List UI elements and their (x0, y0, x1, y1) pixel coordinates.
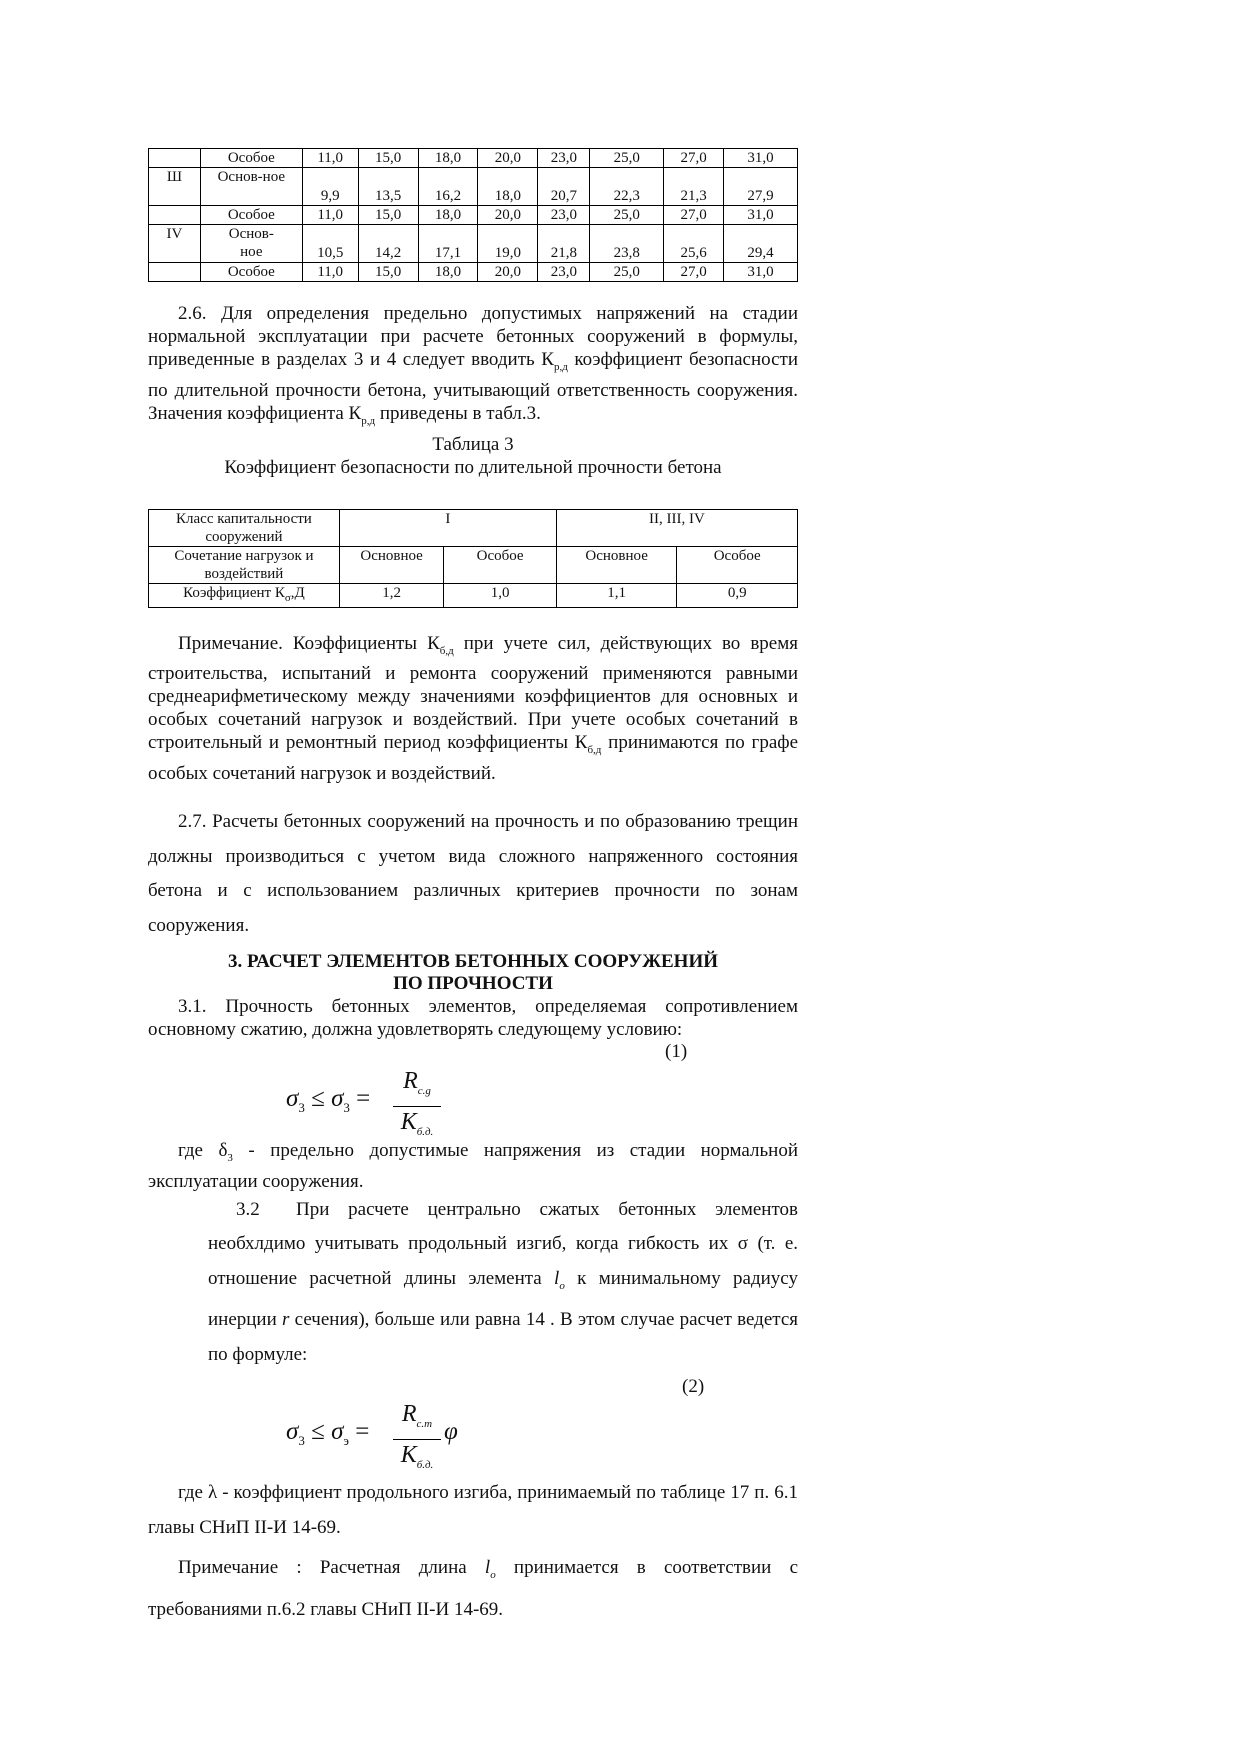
symbol: ≤ (304, 1085, 332, 1113)
document-page (148, 148, 798, 1627)
table-cell: 18,0 (418, 263, 478, 282)
text: Примечание : Расчетная длина (178, 1557, 485, 1579)
symbol-phi: φ (444, 1418, 458, 1446)
symbol: σ (286, 1085, 299, 1113)
table-cell: 0,9 (677, 583, 798, 607)
symbol: R (401, 1401, 417, 1428)
table-cell: 27,0 (664, 206, 724, 225)
subscript: 3 (298, 1100, 305, 1116)
symbol: r (282, 1309, 290, 1331)
table-cell: 11,0 (302, 206, 358, 225)
formula-number: (1) (665, 1041, 688, 1063)
formula-2 (148, 1372, 798, 1476)
heading-line: ПО ПРОЧНОСТИ (393, 973, 553, 995)
symbol: K (400, 1442, 417, 1469)
text: сечения), больше или равна 14 . В этом случае расчет ведется по формуле: (208, 1309, 798, 1365)
table-header-cell: Класс капитальности сооружений (149, 509, 340, 546)
table-cell: 15,0 (358, 206, 418, 225)
text: Коэффициент К (183, 584, 285, 601)
table-cell: IV (149, 225, 201, 263)
subscript: c.m (416, 1418, 433, 1431)
table-cell: Особое (200, 263, 302, 282)
text: к минимальному радиусу инерции (208, 1267, 798, 1331)
table-cell: 31,0 (724, 263, 798, 282)
symbol: = (349, 1085, 371, 1113)
subscript: б.д. (416, 1125, 434, 1138)
numerator (393, 1400, 441, 1438)
table-row (149, 225, 798, 263)
note-1 (148, 632, 798, 786)
table-cell: Основное (556, 546, 677, 583)
table-cell: 1,0 (444, 583, 557, 607)
table-cell: 27,0 (664, 263, 724, 282)
table-3 (148, 509, 798, 608)
text: принимается в соответствии с требованиями п.6.2 главы СНиП II-И 14-69. (148, 1557, 799, 1620)
paragraph-where-1 (148, 1139, 798, 1193)
table-cell: 20,7 (538, 168, 590, 206)
table-cell: 18,0 (418, 149, 478, 168)
text: При расчете центрально сжатых бетонных элементов необхлдимо учитывать продольный изгиб, когда гибкость их σ (т. е. отношение расчетной длины элемента (208, 1198, 798, 1289)
table-header-cell (149, 583, 340, 607)
symbol: l (554, 1267, 560, 1289)
table-row (149, 546, 798, 583)
table-cell: 20,0 (478, 206, 538, 225)
table-cell: 15,0 (358, 263, 418, 282)
text: коэффициент безопасности по длительной прочности бетона, учитывающий ответственность сооружения. Значения коэффициента К (148, 349, 798, 424)
table-cell: 25,6 (664, 225, 724, 263)
subscript: o (559, 1279, 565, 1292)
note-2 (148, 1551, 798, 1627)
table-cell: 11,0 (302, 149, 358, 168)
text: - предельно допустимые напряжения из стадии нормальной эксплуатации сооружения. (148, 1140, 798, 1192)
denominator (393, 1108, 441, 1146)
symbol: σ (286, 1418, 299, 1446)
table-cell (149, 206, 201, 225)
table-cell: Особое (200, 206, 302, 225)
numerator (393, 1067, 441, 1105)
table-cell: 25,0 (590, 263, 664, 282)
table-row (149, 263, 798, 282)
table-cell: 15,0 (358, 149, 418, 168)
table-cell: 31,0 (724, 149, 798, 168)
table-cell (200, 225, 302, 263)
subscript: 3 (298, 1433, 305, 1449)
table-cell: 20,0 (478, 149, 538, 168)
text: при учете сил, действующих во время строительства, испытаний и ремонта сооружений применяются равными среднеарифметическому между значениями коэффициентов для основных и особых сочетаний нагрузок и воздействий. При учете особых сочетаний в строительный и ремонтный период коэффициенты К (148, 632, 798, 754)
table-cell: 1,1 (556, 583, 677, 607)
text: ,Д (290, 584, 305, 601)
subscript: э (343, 1433, 350, 1449)
table-cell: 23,8 (590, 225, 664, 263)
subscript: 3 (227, 1151, 233, 1164)
paragraph-3-1: 3.1. Прочность бетонных элементов, определяемая сопротивлением основному сжатию, должна удовлетворять следующему условию: (148, 996, 798, 1041)
symbol: ≤ (304, 1418, 332, 1446)
symbol: R (403, 1068, 418, 1095)
paragraph-3-2 (148, 1193, 798, 1372)
cell-line: ное (240, 244, 263, 260)
subscript: б.д. (416, 1458, 434, 1471)
text: 2.6. Для определения предельно допустимых напряжений на стадии нормальной эксплуатации при расчете бетонных сооружений в формулы, приведенные в разделах 3 и 4 следует вводить К (148, 303, 798, 370)
subscript: σ (284, 591, 291, 604)
table-row (149, 168, 798, 206)
text: принимаются по графе особых сочетаний нагрузок и воздействий. (148, 732, 798, 785)
table-title: Коэффициент безопасности по длительной прочности бетона (224, 456, 722, 478)
subscript: o (490, 1569, 496, 1582)
table-cell: 18,0 (418, 206, 478, 225)
symbol: = (349, 1418, 370, 1446)
table-cell: 21,8 (538, 225, 590, 263)
table-row (149, 583, 798, 607)
table-cell (149, 263, 201, 282)
subscript: 3 (343, 1100, 350, 1116)
table-cell: 27,0 (664, 149, 724, 168)
formula-1 (148, 1041, 798, 1139)
fraction-bar (393, 1106, 441, 1107)
table-cell: 21,3 (664, 168, 724, 206)
table-cell: 25,0 (590, 206, 664, 225)
symbol: σ (331, 1418, 344, 1446)
table-cell: 23,0 (538, 263, 590, 282)
table-cell: 25,0 (590, 149, 664, 168)
fraction-bar (393, 1439, 441, 1440)
table-top-continuation (148, 148, 798, 282)
table-cell: 13,5 (358, 168, 418, 206)
table-row (149, 149, 798, 168)
table-cell: 22,3 (590, 168, 664, 206)
table-cell: 1,2 (339, 583, 443, 607)
table-cell: Особое (677, 546, 798, 583)
table-header-cell: II, III, IV (556, 509, 797, 546)
table-cell: Особое (444, 546, 557, 583)
item-number: 3.2 (236, 1198, 260, 1220)
table-row (149, 206, 798, 225)
table-cell: 18,0 (478, 168, 538, 206)
fraction (393, 1067, 441, 1146)
paragraph-where-2: где λ - коэффициент продольного изгиба, принимаемый по таблице 17 п. 6.1 главы СНиП II-И 14-69. (148, 1482, 798, 1538)
table-cell (149, 149, 201, 168)
table-cell: Ш (149, 168, 201, 206)
subscript: р,д (361, 414, 376, 427)
table-cell: 17,1 (418, 225, 478, 263)
fraction (393, 1400, 441, 1479)
heading-line: 3. РАСЧЕТ ЭЛЕМЕНТОВ БЕТОННЫХ СООРУЖЕНИЙ (227, 951, 719, 973)
text: где δ (178, 1140, 228, 1162)
cell-line: Основ- (228, 226, 274, 242)
subscript: б,д (587, 744, 602, 757)
symbol: σ (331, 1085, 344, 1113)
paragraph-2-7: 2.7. Расчеты бетонных сооружений на прочность и по образованию трещин должны производиться с учетом вида сложного напряженного состояния бетона и с использованием различных критериев прочности по зонам сооружения. (148, 811, 798, 936)
table-cell: Основное (339, 546, 443, 583)
table-cell: Основ-ное (200, 168, 302, 206)
formula-lhs (286, 1418, 369, 1449)
table-cell: 27,9 (724, 168, 798, 206)
text: приведены в табл.3. (375, 402, 541, 424)
subscript: р,д (553, 360, 568, 373)
table-cell: 23,0 (538, 149, 590, 168)
paragraph-3-2-text (208, 1193, 798, 1372)
formula-lhs (286, 1085, 370, 1116)
symbol: K (400, 1108, 417, 1135)
subscript: c.g (417, 1084, 431, 1097)
table-cell: 31,0 (724, 206, 798, 225)
denominator (393, 1441, 441, 1479)
table-caption: Таблица 3 (432, 433, 514, 455)
table-cell: 11,0 (302, 263, 358, 282)
formula-number: (2) (682, 1376, 705, 1398)
table-cell: 16,2 (418, 168, 478, 206)
table-cell: 29,4 (724, 225, 798, 263)
table-cell: Особое (200, 149, 302, 168)
table-header-cell: I (339, 509, 556, 546)
subscript: б,д (439, 644, 454, 657)
table-cell: 19,0 (478, 225, 538, 263)
table-header-cell: Сочетание нагрузок и воздействий (149, 546, 340, 583)
table-cell: 10,5 (302, 225, 358, 263)
table-cell: 9,9 (302, 168, 358, 206)
table-cell: 14,2 (358, 225, 418, 263)
table-cell: 23,0 (538, 206, 590, 225)
text: Примечание. Коэффициенты К (178, 632, 440, 654)
symbol: l (484, 1557, 491, 1579)
paragraph-2-6 (148, 302, 798, 433)
table-cell: 20,0 (478, 263, 538, 282)
table-row (149, 509, 798, 546)
section-heading (148, 951, 798, 995)
